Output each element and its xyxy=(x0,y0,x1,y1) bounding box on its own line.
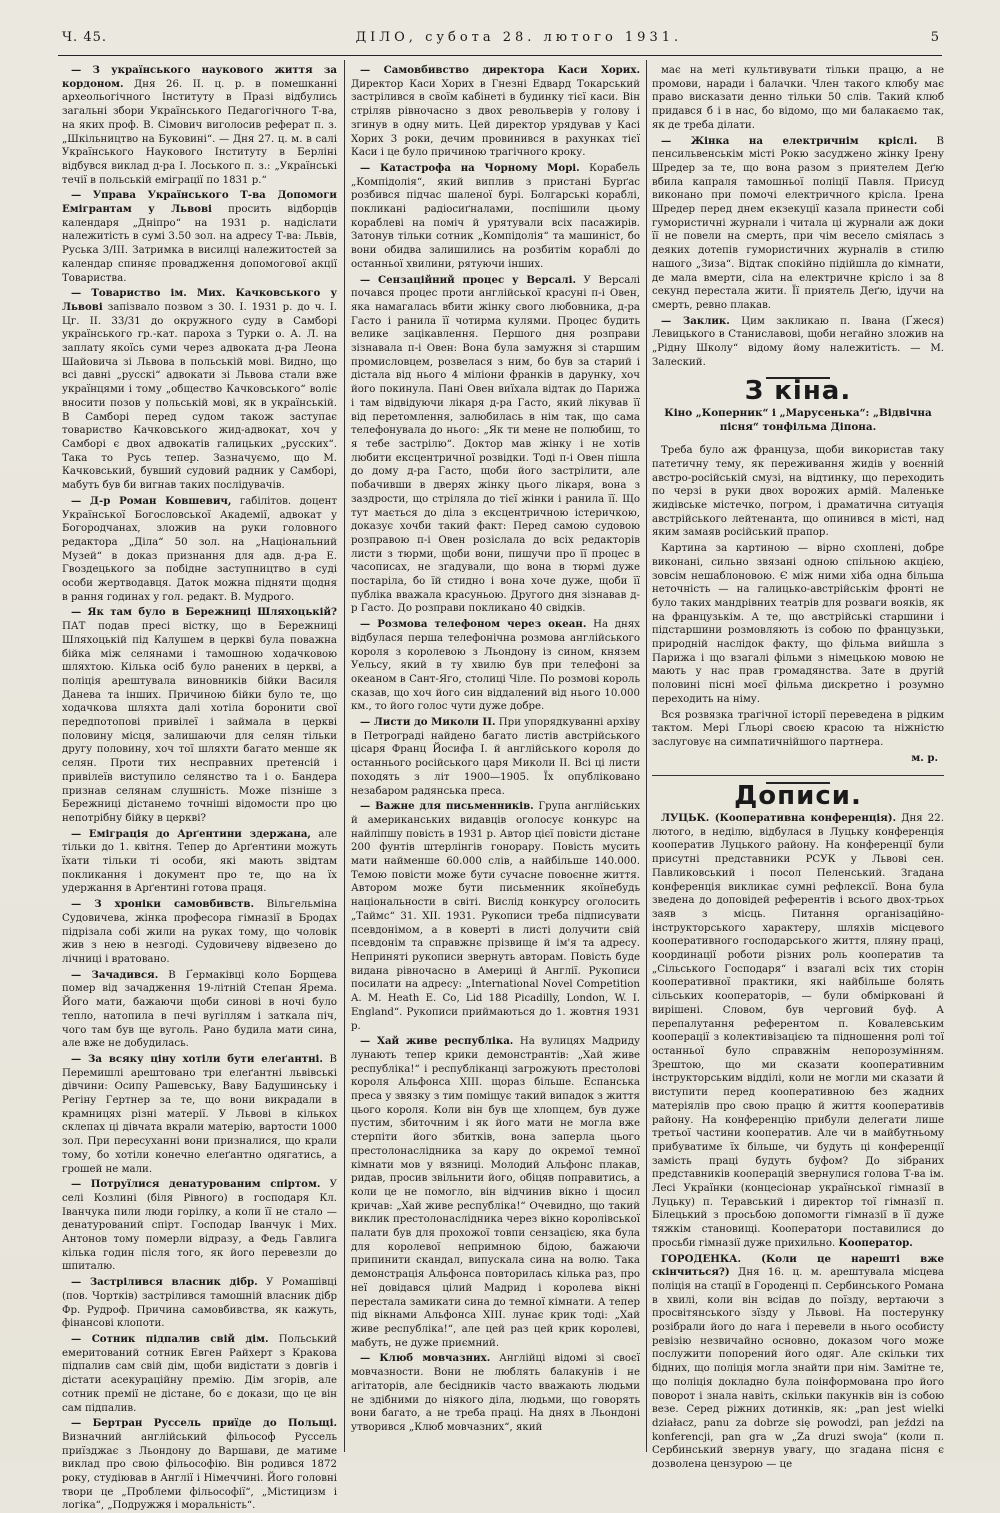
news-item-text: У Ромашівці (пов. Чортків) застрілився тамошній власник дібр Фр. Рудроф. Причина самовбивства, як кажуть, фінансові клопоти. xyxy=(62,1277,337,1330)
correspondence-text: Дня 22. лютого, в неділю, відбулася в Луцьку конференція кооператив Луцького району. На конференції були присутні представники РСУК у Львові сен. Павликовський і посол Пеленський. Згадана конференція викликає сумні рефлексії. Вона була зведена до доповідей референтів і всього двох-трьох заяв з місць. Питання організаційно-інструкторського характеру, шляхів місцевого кооперативного господарського життя, пляну праці, координації роботи різних роль кооператив та „Сільського Господаря“ і взагалі всіх тих сторін кооперативної практики, які найбільше болять сільських кооператорів, — були обмірковані й вирішені. Словом, був черговий буф. А перепалутання референтом п. Ковалевським кооперації з колективізацією та підношення ролі тої останньої було справжнім непорозумінням. Зрештою, що ми сказати кооперативним інструкторським відділі, коли не могли ми сказати й виступити перед кооперативною без жадних матеріялів про свою працю й життя кооперативів району. На конференцію прибули делегати лише третьої частини кооператив. Але чи в майбутньому прибуватиме їх більше, чи будуть ці конференції замість праці будуть буфом? До зібраних представників кооперацій звернулися голова Т-ва ім. Лесі Українки (концесіонар української гімназії в Луцьку) п. Теравський і директор тої гімназії п. Білецький з просьбою допомогти гімназії в її дуже тяжкім становищі. Кооператори поставилися до просьби гімназії дуже прихильно. xyxy=(652,813,944,1249)
news-item-text: При упорядкуванні архіву в Петрограді найдено багато листів австрійського цісаря Франц Йосифа I. й англійського короля до останнього російського царя Миколи II. Всі ці листи походять з літ 1900—1905. Їх опубліковано незабаром радянська преса. xyxy=(351,717,640,797)
news-item-heading: — Застрілився власник дібр. xyxy=(71,1276,258,1289)
news-item xyxy=(62,287,337,493)
news-item xyxy=(351,162,640,272)
news-item xyxy=(351,1035,640,1350)
news-item-text: На вулицях Мадриду лунають тепер крики демонстрантів: „Хай живе республіка!“ і республіканці загрожують престолові короля Альфонса XIII. щораз більше. Еспанська преса у звязку з тим поміщує такий випадок з життя цього короля. Коли він був ще хлопцем, був дуже пустим, збиточним і як його мати не могла вже стерпіти його збитків, вона заперла цього престолонаслідника за кару до окремої темної кімнати мов у вязниці. Молодий Альфонс плакав, ридав, просив звільнити його, обіцяв поправитись, а коли це не помогло, він відчинив вікно і щосил кричав: „Хай живе республіка!“ Очевидно, що такий виклик престолонаслідника через вікно королівської палати був для прохожої товпи сензацією, яка була для королевої непримною бідою, бажаючи припинити скандал, випускала сина на волю. Така демонстрація Альфонса повторилась кілька раз, про неї довідався цілий Мадрид і королева вікні перестала замикати сина до темної кімнати. А тепер під вікнами Альфонса XIII. лунає крик тоді: „Хай живе республіка!“, але цей раз цей крик королеві, мабуть, не дуже приємний. xyxy=(351,1036,640,1349)
news-item xyxy=(351,274,640,617)
correspondence-heading: ЛУЦЬК. (Кооперативна конференція). xyxy=(661,812,897,825)
news-item xyxy=(62,64,337,187)
news-item-text: габілітов. доцент Української Богословської Академії, адвокат у Богородчанах, зложив на руки головного редактора „Діла“ 50 зол. на „Національний Музей“ в доказ признання для адв. д-ра Е. Гвоздецького за побідне заступництво в суді особи жертводавця. Даток можна підняти щодня в рання годинах у гол. редакт. В. Мудрого. xyxy=(62,495,337,603)
masthead xyxy=(62,30,940,52)
column-divider xyxy=(646,60,647,1452)
column-3 xyxy=(652,64,944,1471)
news-item-text: ПАТ подав пресі вістку, що в Бережниці Шляхоцькій під Калушем в церкві була поважна бійка між селянами і тамошною ходачковою шляхтою. Кілька осіб було ранених в церкві, а поліція арештувала виновників бійки Василя Данева та інших. Причиною бійки було те, що ходачкова шляхта далі хотіла боронити свої передпотопові привілеї і займала в церкві половину місця, залишаючи для селян тільки другу половину, хоч тої шляхти багато менше як селян. Проти тих несправних претенсій і привілеїв виступило селянство та і о. Бандера признав селянам слушність. Може пізніше з Бережниці дістанемо точніші відомости про цю непотрібну бійку в церкві? xyxy=(62,621,337,824)
news-item xyxy=(62,1276,337,1331)
news-list-3 xyxy=(652,64,944,369)
news-item-text: В пенсильвенськім місті Рокю засуджено жінку Ірену Шредер за те, що вона разом з приятелем Деґю вбила капраля тамошньої поліції Павля. Присуд виконано при помочі електричного крісла. Ірена Шредер перед днем екзекуції казала принести собі гумористичні журнали і читала ці журнали аж доки її не повели на смерть, при чім весело сміялась з деяких дотепів гумористичних журналів в стилю нашого „Зиза“. Відтак спокійно підійшла до кімнати, де мала вмерти, сіла на електричне крісло і за 8 секунд перестала жити. Її приятель Деґю, ідучи на смерть, ревно плакав. xyxy=(652,135,944,311)
news-item-heading: — Заклик. xyxy=(661,314,730,327)
news-item-text: Дня 26. II. ц. р. в помешканні археольогічного Інституту в Празі відбулись загальні збори Українського Педагогічного Т-ва, на яких проф. В. Сімович виголосив реферат п. з. „Шкільництво на Буковині“. — Дня 27. ц. м. в салі Українського Наукового Інституту в Берліні відбувся виклад д-ра І. Лоського п. з.: „Українські течії в польській еміграції по 1831 р.“ xyxy=(62,78,337,186)
news-item-heading: — Бертран Руссель приїде до Польщі. xyxy=(71,1417,337,1430)
page-number: 5 xyxy=(930,30,940,45)
correspondence-item xyxy=(652,812,944,1251)
news-item-heading: — Жінка на електричнім кріслі. xyxy=(661,134,918,147)
review-paragraph: Треба було аж француза, щоби використав таку патетичну тему, як переживання жидів у воєнній австро-російській смузі, на відтинку, що переходить по черзі в руки двох ворожих армій. Маленьке жидівське містечко, погром, і драматична ситуація австрійського лейтенанта, що опинився в місті, над яким замаяв російський прапор. xyxy=(652,445,944,539)
news-item-text: Корабель „Компідолія“, який виплив з пристані Бурґас розбився підчас шаленої бурі. Болгарські кораблі, покликані радіосиґналами, поспішили цьому кораблеві на поміч й урятували всіх пасажирів. Затонув тільки сотник „Компідолія“ та машиніст, бо вони обидва залишились на розбитім кораблі до останньої хвилини, рятуючи інших. xyxy=(351,162,640,270)
news-item-text: У Версалі почався процес проти англійської красуні п-і Овен, яка намагалась вбити жінку свого любовника, д-ра Гасто і ранила її чотирма кулями. Процес будить велике зацікавлення. Першого дня розправи зізнавала п-і Овен: Вона була замужня зі старшим промисловцем, розвелася з ним, бо був за старий і дістала від нього 4 міліони франків в дарунку, хоч його покинула. Пані Овен виїхала відтак до Парижа і там відвідуючи лікаря д-ра Гасто, який лікував її від перетомлення, залюбилась в нім так, що сама телефонувала до нього: „Як ти мене не полюбиш, то я тебе застрілю“. Доктор мав жінку і не хотів любити ексцентричної розвідки. Тоді п-і Овен пішла до дому д-ра Гасто, щоби його застрілити, але побачивши в дверях жінку цього лікаря, вона з заздрости, що стріляла до тієї жінки і ранила її. Що тут мається до діла з ексцентричною істеричкою, доказує хочби такий факт: Перед самою судовою розправою п-і Овен розіслала до всіх редакторів листи з тюрми, щоби вони, пишучи про її процес в часописах, не згадували, що вона в тюрмі дуже постаріла, бо їй стидно і вона хоче дуже, щоби її публіка вважала красуньою. Другого дня зізнавав д-р Гасто. До розправи покликано 40 свідків. xyxy=(351,274,640,615)
news-item-text: Польський емеритований сотник Евген Райхерт з Кракова підпалив сам свій дім, щоби видістати з довгів і дістати асекураційну премію. Дім згорів, але сотник премії не дістане, бо є докази, що це він сам підпалив. xyxy=(62,1333,337,1414)
news-item xyxy=(351,716,640,798)
news-item-text: Англійці відомі зі своєї мовчазности. Вони не люблять балакунів і не агітаторів, але бесідників часто вважають людьми не здібними до ніякого діла, людьми, що говорять вони багато, а не треба праці. На днях в Льондоні утворився „Клюб мовчазних“, який xyxy=(351,1353,641,1433)
correspondence-item xyxy=(652,1253,944,1472)
news-item-text: Вільгельміна Судовичева, жінка професора гімназії в Бродах підрізала собі жили на руках тому, що чоловік жив з нею в незгоді. Судовичеву відвезено до лічниці і вратовано. xyxy=(62,899,337,965)
news-item xyxy=(351,1352,640,1434)
news-item xyxy=(62,969,337,1051)
news-item-heading: — Сензаційний процес у Версалі. xyxy=(360,273,576,286)
review-signature: м. р. xyxy=(911,751,938,764)
column-1 xyxy=(62,64,338,1512)
review-paragraph: Вся розвязка трагічної історії переведена в рідким тактом. Мері Ґльорі своєю красою та ніжністю заслуговує на симпатичнійшого партнера. xyxy=(652,709,944,748)
news-item-heading: — Важне для письменників. xyxy=(360,800,534,813)
news-item xyxy=(62,606,337,825)
news-item xyxy=(62,495,337,605)
news-item xyxy=(62,898,337,967)
news-item-heading: — Потруїлися денатурованим спіртом. xyxy=(71,1178,321,1191)
news-item-text: просить відборців календаря „Дніпро“ на 1931 р. надіслати належитість в сумі 3.50 зол. на адресу Т-ва: Львів, Руська 3/III. Затримка в висилці належитостей за календар спиняє провадження допомогової акції Товариства. xyxy=(62,204,338,284)
news-item-heading: — Зачадився. xyxy=(71,968,159,981)
news-item xyxy=(652,64,944,133)
paper-title-date: ДІЛО, субота 28. лютого 1931. xyxy=(355,30,683,45)
news-item-heading: — Еміграція до Арґентини здержана, xyxy=(71,827,311,840)
news-item xyxy=(62,189,337,285)
header-rule xyxy=(58,55,942,56)
issue-number: Ч. 45. xyxy=(62,30,107,45)
section-divider xyxy=(652,775,944,776)
news-item-text: має на меті культивувати тільки працю, а не промови, наради і балачки. Член такого клюбу має право висказати денно тільки 50 слів. Такий клюб придався б і в нас, бо відомо, що ми балакаємо так, як де треба ділати. xyxy=(652,65,944,131)
news-item xyxy=(62,1417,337,1513)
news-item-heading: — Катастрофа на Чорному Морі. xyxy=(360,161,580,174)
news-item xyxy=(62,1178,337,1274)
section-heading-kino: З кіна. xyxy=(744,376,852,407)
news-item-text: У селі Козлині (біля Рівного) в господаря Кл. Іванчука пили люди горілку, а коли її не стало — денатурований спірт. Господар Іванчук і Мих. Антонов тому померли відразу, а Федь Гавлига кілька годин після того, як його перевезли до шпиталю. xyxy=(62,1179,337,1273)
news-item-heading: — Управа Українського Т-ва Допомоги Емігрантам у Львові xyxy=(62,189,337,216)
news-item xyxy=(351,64,640,160)
film-review-title: Кіно „Коперник“ і „Марусенька“: „Відвічна пісня“ тонфільма Діпона. xyxy=(664,407,932,433)
news-item-heading: — Самовбивство директора Каси Хорих. xyxy=(360,64,640,76)
news-item xyxy=(62,1053,337,1176)
news-list-1 xyxy=(62,64,337,1513)
news-item-heading: — Хай живе республіка. xyxy=(360,1035,514,1048)
news-item-heading: — Товариство ім. Мих. Качковського у Львові xyxy=(62,287,337,313)
correspondence-heading: ГОРОДЕНКА. (Коли це нарешті вже скінчиться?) xyxy=(652,1252,944,1279)
section-heading-dopysy: Дописи. xyxy=(734,781,862,812)
news-item xyxy=(62,828,337,897)
news-item-heading: — Листи до Миколи II. xyxy=(360,716,496,729)
news-item-heading: — Розмова телефоном через океан. xyxy=(360,618,587,631)
news-item-text: На днях відбулася перша телефонічна розмова англійського короля з королевою з Льондону із сином, князем Уельсу, який в ту хвилю був при телефоні за океаном в Сант-Яго, столиці Чіле. По розмові король сказав, що хоч його син віддалений від нього 10.000 км., то його голос чути дуже добре. xyxy=(351,619,641,713)
news-item-text: запізвало позвом з 30. I. 1931 р. до ч. I. Цг. II. 33/31 до окружного суду в Самборі українського гр.-кат. пароха з Турки о. А. Л. на заплату якоїсь суми через адвоката д-ра Леона Шайовича зі Львова в польській мові. Видно, що всі давні „русскі“ адвокати зі Львова стали вже українцями і тому „общество Качковського“ воліє вносити позов у польській мові, як в українській. В Самборі перед судом також заступає товариство Качковського жид-адвокат, хоч у Самборі є двох адвокатів галицьких „русских“. Така то Русь тепер. Зазначуємо, що М. Качковський, бувший судовий радник у Самборі, мабуть був би вигнав таких послідувачів. xyxy=(62,301,337,492)
news-item-heading: — Сотник підпалив свій дім. xyxy=(71,1332,269,1345)
news-item-heading: — З українського наукового життя за кордоном. xyxy=(62,64,337,90)
news-item-heading: — За всяку ціну хотіли бути елеґантні. xyxy=(71,1052,323,1065)
news-item-text: В Перемишлі арештовано три елеґантні львівські дівчини: Осипу Рашевську, Ваву Бадушинську і Регіну Гертнер за те, що вони викрадали в крамницях різні матерії. У Львові в кількох склепах ці дівчата вкрали матерію, вартости 1000 зол. При пересуханні вони призналися, що крали тому, бо хотіли конечно елеґантно одягатись, а грошей не мали. xyxy=(62,1053,337,1175)
news-list-2 xyxy=(351,64,640,1435)
news-item xyxy=(351,800,640,1033)
news-item-text: Цим закликаю п. Івана (Ґжеся) Левицького в Станиславові, щоби негайно зложив на „Рідну Школу“ відому йому належитість. — М. Залеский. xyxy=(652,315,944,368)
news-item xyxy=(652,315,944,370)
news-item-text: Директор Каси Хорих в Гнезні Едвард Токарський застрілився в своїм кабінеті в будинку тієї каси. Він стріляв рівночасно з двох револьверів у голову і згинув в одну мить. Цей директор урядував у Касі Хорих 3 роки, дечим провинився в рахунках тієї Каси і це було причиною трагічного кроку. xyxy=(351,78,640,159)
column-2 xyxy=(351,64,640,1448)
news-item xyxy=(351,618,640,714)
news-item-text: В Ґермаківці коло Борщева помер від зачадження 19-літній Степан Ярема. Його мати, бажаючи щоби синові в ночі було тепло, натопила в печі вугіллям і заткала піч, чого там був ще вуголь. Рано будила мати сина, але вже не добудилась. xyxy=(62,969,337,1050)
film-review-body xyxy=(652,444,944,749)
review-paragraph: Картина за картиною — вірно схоплені, добре виконані, сильно звязані одною спільною акцією, зовсім нешаблоновою. Є між ними хіба одна більша неточність — на галицько-австрійськім фронті не було таких мандрівних театрів для розваги вояків, як на французькім. А те, що австрійські старшини і підстаршини розмовляють із собою по французьки, природній наслідок факту, що фільма вийшла з Парижа і що взагалі фільми з німецькою мовою не мають у нас прав громадянства. Зате в другій половині пісні моєї фільма дискретно і розумно переходить на німу. xyxy=(652,543,944,705)
news-item-heading: — Як там було в Бережниці Шляхоцькій? xyxy=(71,606,337,619)
news-item-text: Визначний англійський фільософ Руссель приїзджає з Льондону до Варшави, де матиме виклад про свою фільософію. Він родився 1872 року, студіював в Англії і Німеччині. Його головні твори це „Проблеми фільософії“, „Містицизм і логіка“, „Подружжя і моральність“. xyxy=(62,1431,337,1512)
column-divider xyxy=(344,60,345,1452)
news-item xyxy=(652,135,944,313)
news-item-heading: — Д-р Роман Ковшевич, xyxy=(71,494,232,507)
correspondence-signature: Кооператор. xyxy=(838,1236,913,1249)
news-item-heading: — Клюб мовчазних. xyxy=(360,1352,491,1365)
news-item-heading: — З хроніки самовбивств. xyxy=(71,898,255,911)
correspondence-text: Дня 16. ц. м. арештувала місцева поліція на стації в Городенці п. Сербинського Романа в хвилі, коли він всідав до поїзду, вертаючи з просвітянського зїзду у Львові. На постерунку розібрали його до нага і перевели в нього особисту ревізію незвичайно основно, доказом чого може послужити попорений його одяг. Але скільки тих бідних, що поліція могла знайти при нім. Замітне те, що поліція докладно була поінформована про його поворот і знала навіть, скільки пакунків він із собою везе. Серед ріжних дотинків, як: „pan jest wielki działacz, panu za dobrze się powodzi, pan jeździ na konferencji, pan gra w „Za druzi swoja“ (коли п. Сербинський звернув увагу, що згадана пісня є дозволена цензурою — це xyxy=(652,1267,944,1471)
news-item-text: Група англійських й американських видавців оголосує конкурс на найліпшу повість в 1931 р. Автор цієї повісти дістане 200 фунтів штерлінгів гонорару. Повість мусить мати найменше 60.000 слів, а найбільше 140.000. Темою повісти може бути сучасне повоєнне життя. Автором може бути письменник якоїнебудь національности в світі. Вислід конкурсу оголосить „Таймс“ 31. XII. 1931. Рукописи треба підписувати псевдонімом, а в коверті в листі долучити свій псевдонім та справжнє прізвище й ім'я та адресу. Неприняті рукописи звернуть авторам. Повість буде видана рівночасно в Америці й Англії. Рукописи посилати на адресу: „International Novel Competition A. M. Heath E. Co, Lid 188 Picadilly, London, W. I. England“. Рукописи приймаються до 1. жовтня 1931 р. xyxy=(351,801,640,1032)
news-item xyxy=(62,1333,337,1415)
news-item-text: але тільки до 1. квітня. Тепер до Арґентини можуть їхати тільки ті особи, які мають звідтам покликання і документ про те, що на їх удержання в Арґентині готова праця. xyxy=(62,828,337,895)
dopysy-list xyxy=(652,812,944,1472)
